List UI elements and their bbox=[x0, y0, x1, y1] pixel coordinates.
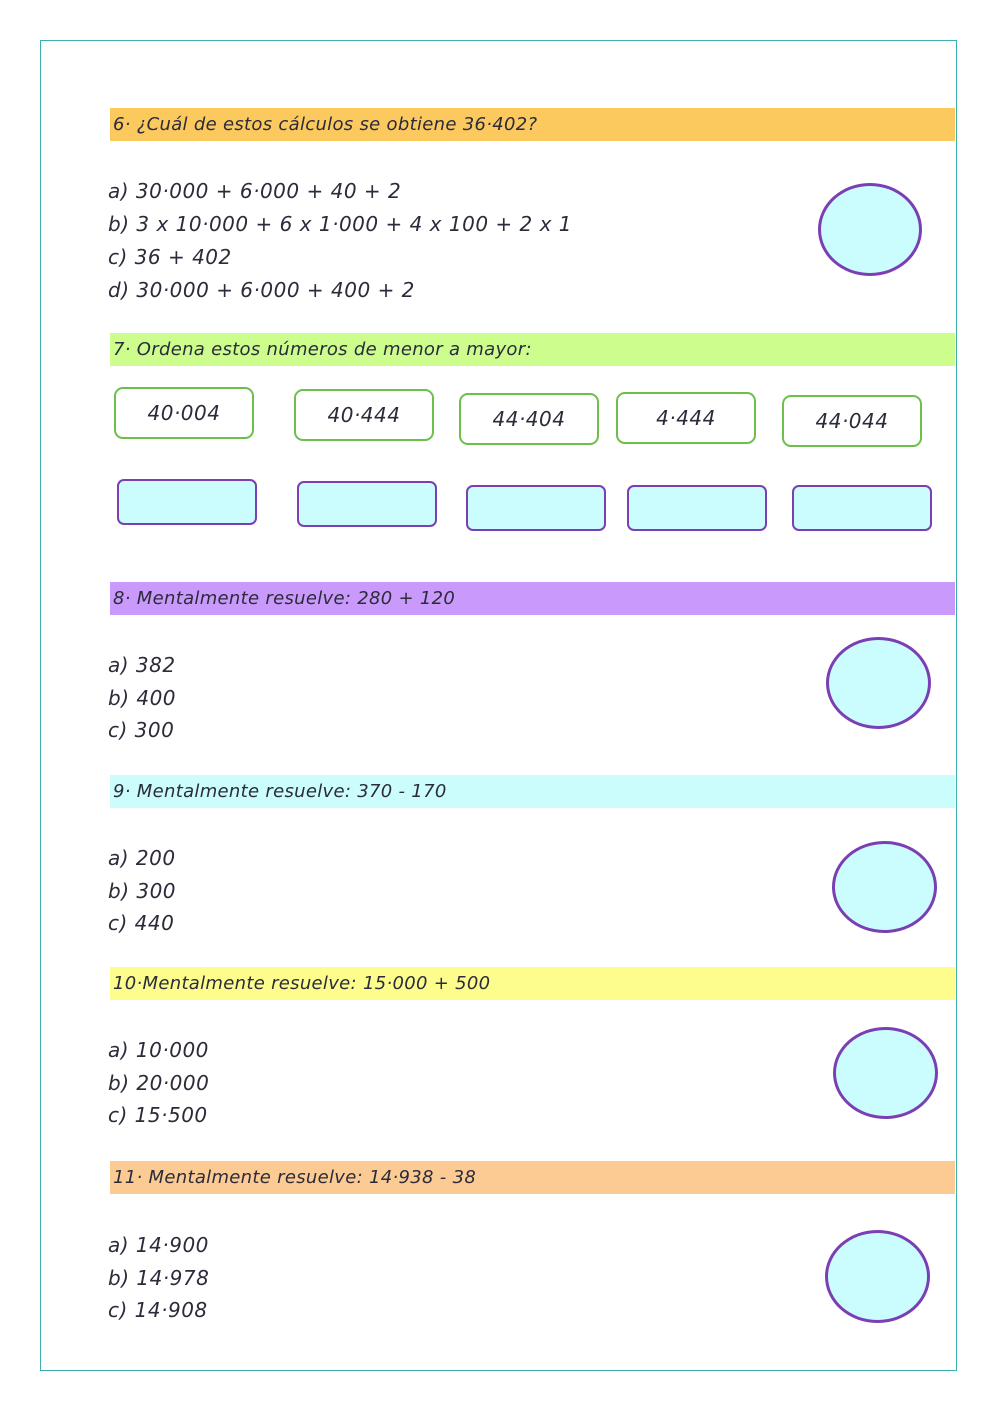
question-6-option-d: d) 30·000 + 6·000 + 400 + 2 bbox=[108, 278, 415, 302]
question-6-option-a: a) 30·000 + 6·000 + 40 + 2 bbox=[108, 179, 402, 203]
question-10-option-c: c) 15·500 bbox=[108, 1103, 208, 1127]
question-6-answer-circle[interactable] bbox=[818, 183, 922, 276]
question-8-answer-circle[interactable] bbox=[826, 637, 931, 729]
number-tile[interactable]: 40·004 bbox=[114, 387, 254, 439]
question-10-answer-circle[interactable] bbox=[833, 1027, 938, 1119]
question-6-option-b: b) 3 x 10·000 + 6 x 1·000 + 4 x 100 + 2 x 1 bbox=[108, 212, 573, 236]
question-10-option-b: b) 20·000 bbox=[108, 1071, 210, 1095]
question-11-option-a: a) 14·900 bbox=[108, 1233, 209, 1257]
question-11-option-c: c) 14·908 bbox=[108, 1298, 208, 1322]
order-drop-slot-1[interactable] bbox=[117, 479, 257, 525]
question-7-title: 7· Ordena estos números de menor a mayor: bbox=[110, 333, 955, 366]
question-9-answer-circle[interactable] bbox=[832, 841, 937, 933]
question-9-option-a: a) 200 bbox=[108, 846, 176, 870]
question-8-option-c: c) 300 bbox=[108, 718, 175, 742]
question-6-title: 6· ¿Cuál de estos cálculos se obtiene 36·402? bbox=[110, 108, 955, 141]
order-drop-slot-4[interactable] bbox=[627, 485, 767, 531]
question-10-option-a: a) 10·000 bbox=[108, 1038, 209, 1062]
question-10-title: 10·Mentalmente resuelve: 15·000 + 500 bbox=[110, 967, 955, 1000]
order-drop-slot-2[interactable] bbox=[297, 481, 437, 527]
question-8-title: 8· Mentalmente resuelve: 280 + 120 bbox=[110, 582, 955, 615]
question-8-option-b: b) 400 bbox=[108, 686, 177, 710]
order-drop-slot-3[interactable] bbox=[466, 485, 606, 531]
number-tile[interactable]: 44·404 bbox=[459, 393, 599, 445]
question-6-option-c: c) 36 + 402 bbox=[108, 245, 232, 269]
question-9-title: 9· Mentalmente resuelve: 370 - 170 bbox=[110, 775, 955, 808]
question-9-option-c: c) 440 bbox=[108, 911, 175, 935]
number-tile[interactable]: 40·444 bbox=[294, 389, 434, 441]
number-tile[interactable]: 44·044 bbox=[782, 395, 922, 447]
order-drop-slot-5[interactable] bbox=[792, 485, 932, 531]
question-11-title: 11· Mentalmente resuelve: 14·938 - 38 bbox=[110, 1161, 955, 1194]
number-tile[interactable]: 4·444 bbox=[616, 392, 756, 444]
question-11-option-b: b) 14·978 bbox=[108, 1266, 210, 1290]
question-9-option-b: b) 300 bbox=[108, 879, 177, 903]
question-11-answer-circle[interactable] bbox=[825, 1230, 930, 1323]
question-8-option-a: a) 382 bbox=[108, 653, 176, 677]
